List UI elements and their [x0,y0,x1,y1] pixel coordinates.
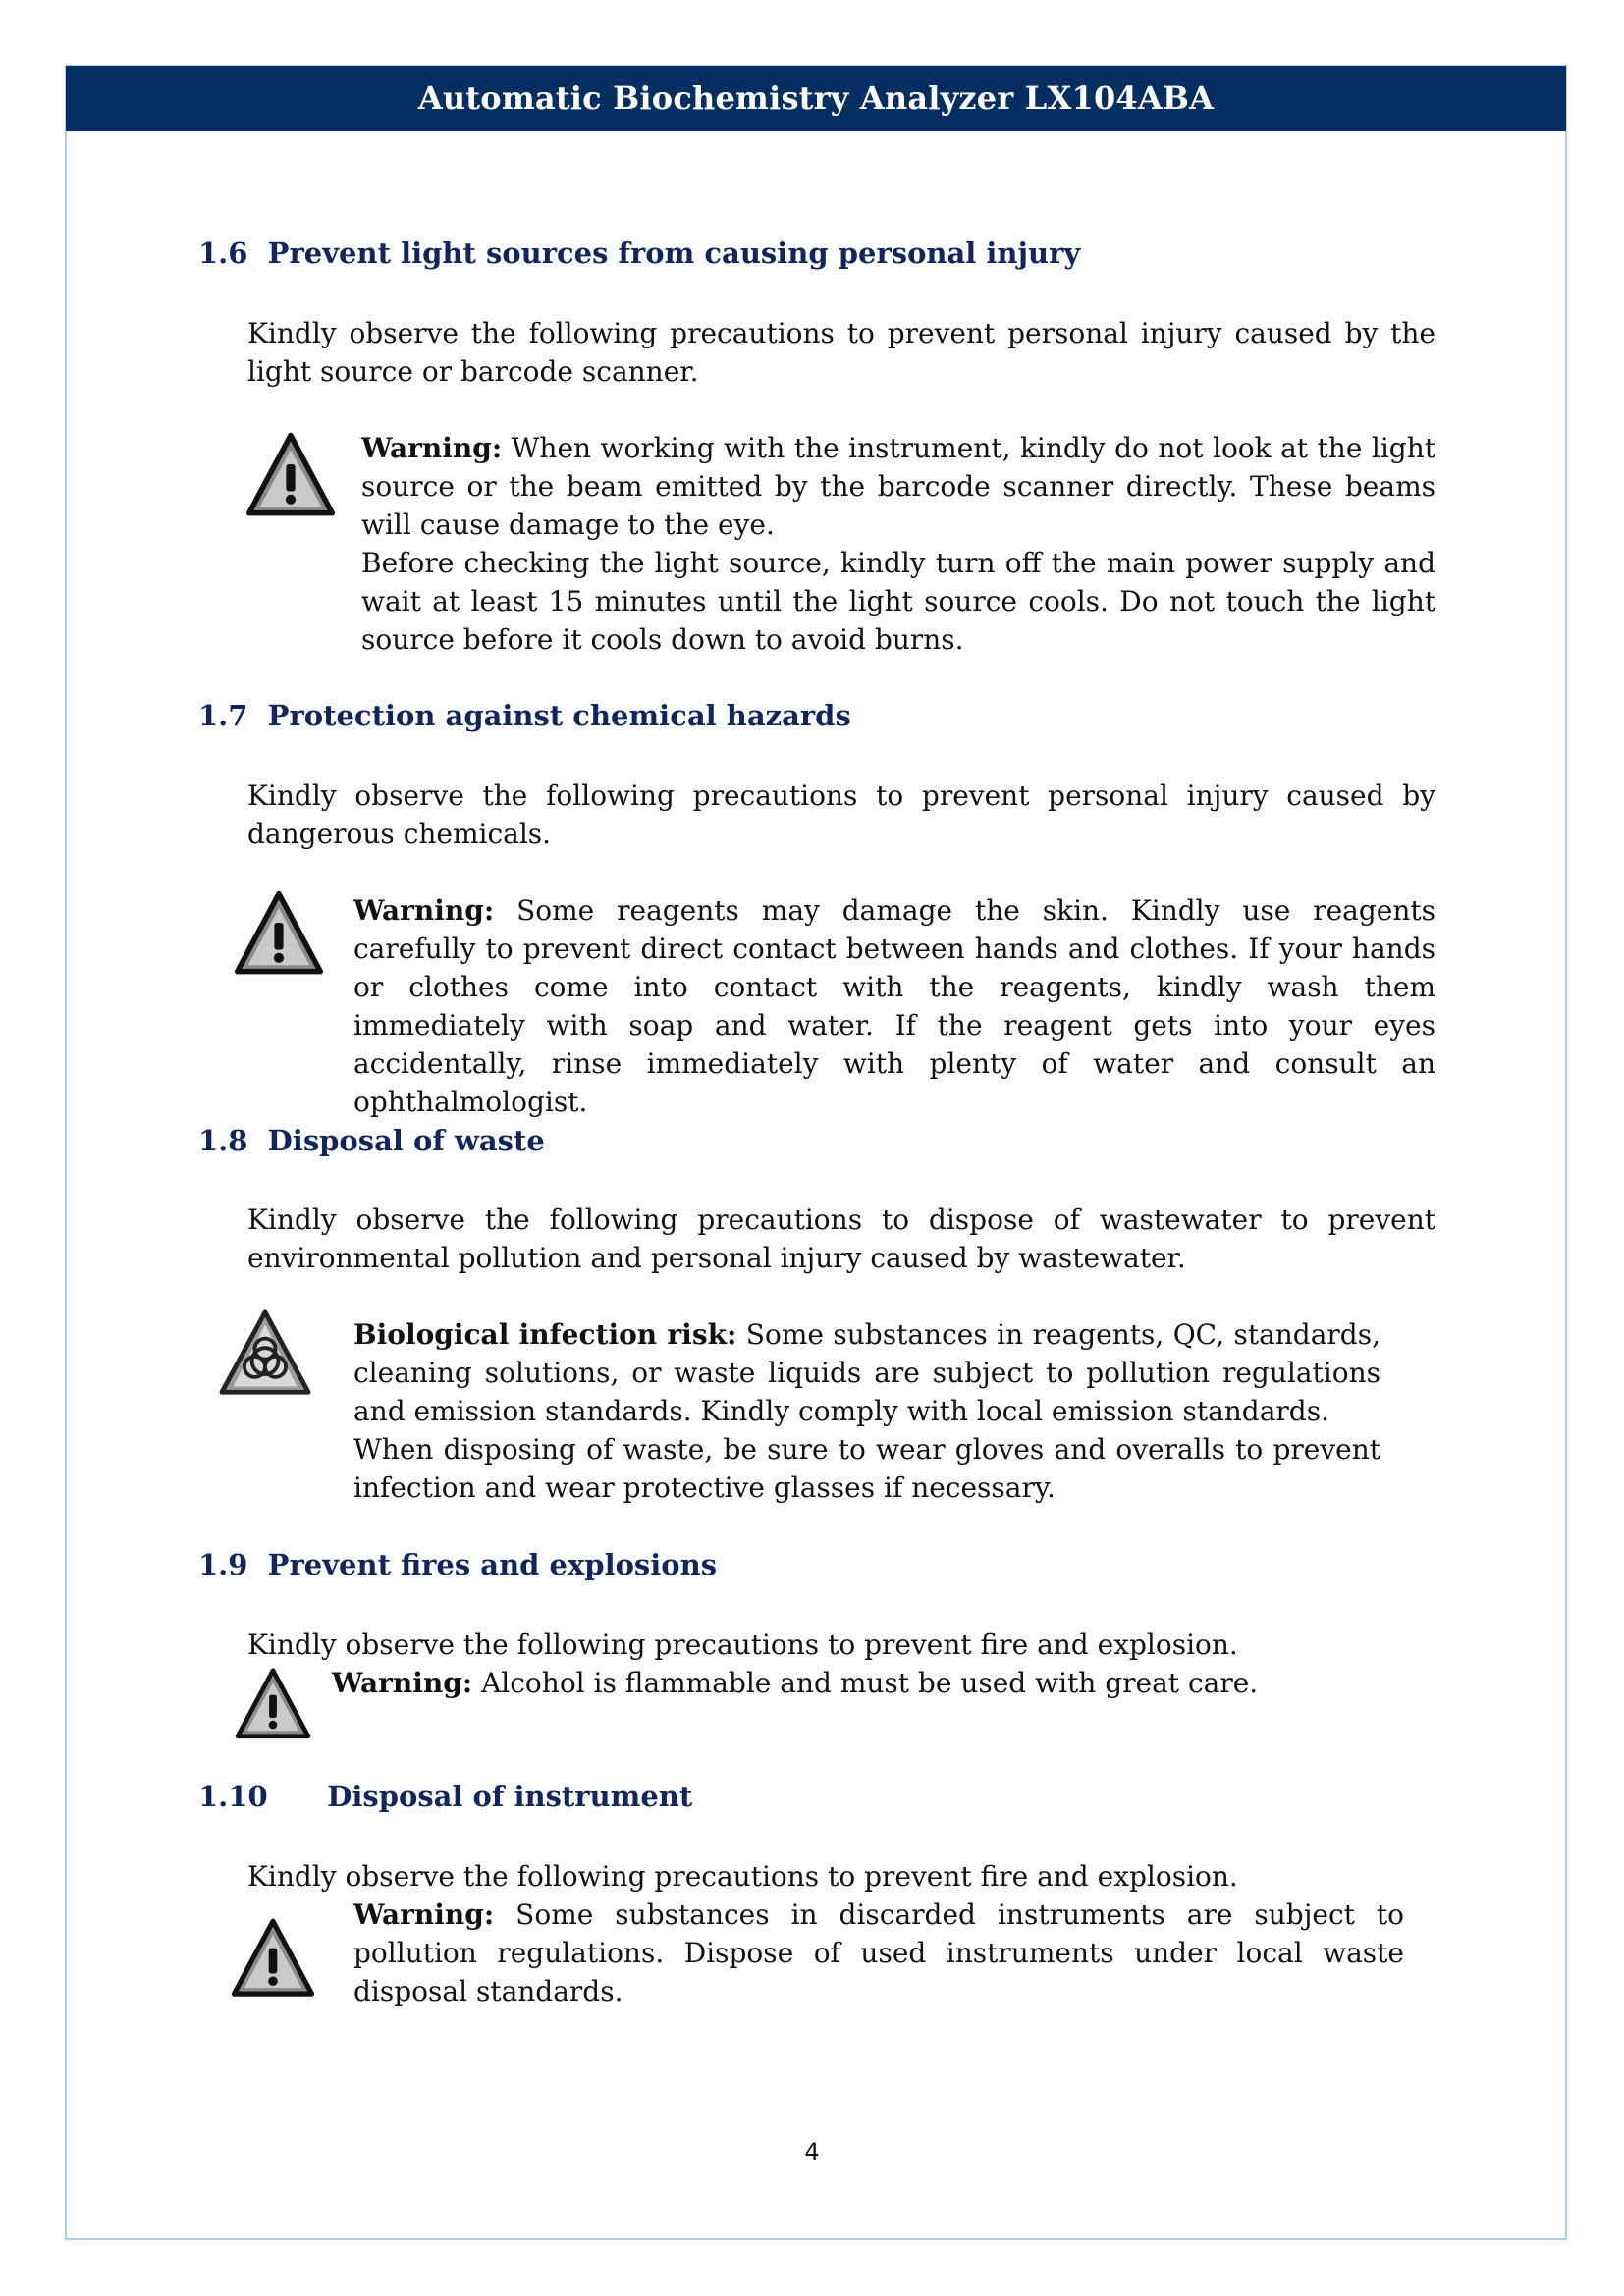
warning-block-1-10: Warning: Some substances in discarded instruments are subject to pollution regulations. Dispose of used instruments under local waste disposal standards. [353,1898,1404,2007]
warning-lead: Warning: [361,432,503,464]
section-title-1-6: 1.6 Prevent light sources from causing personal injury [198,237,1081,270]
warning-block-1-6: Warning: When working with the instrument, kindly do not look at the light source or the beam emitted by the barcode scanner directly. These beams will cause damage to the eye. Before checking the light source, kindly turn off the main power supply and wait at least 15 minutes until the light source cools. Do not touch the light source before it cools down to avoid burns. [361,432,1435,656]
section-intro-1-8: Kindly observe the following precautions to dispose of wastewater to prevent environmental pollution and personal injury caused by wastewater. [247,1203,1435,1274]
warning-block-1-8: Biological infection risk: Some substances in reagents, QC, standards, cleaning solutions, or waste liquids are subject to pollution regulations and emission standards. Kindly comply with local emission standards. When disposing of waste, be sure to wear gloves and overalls to prevent infection and wear protective glasses if necessary. [353,1318,1380,1504]
warning-lead: Warning: [353,1898,495,1931]
warning-block-1-9: Warning: Alcohol is flammable and must be used with great care. [332,1667,1259,1699]
warning-triangle-icon [230,1916,316,2001]
section-title-1-7: 1.7 Protection against chemical hazards [198,699,851,732]
page-number: 4 [804,2138,820,2165]
warning-triangle-icon [234,1666,312,1742]
biohazard-lead: Biological infection risk: [353,1318,737,1351]
section-intro-1-6: Kindly observe the following precautions to prevent personal injury caused by the light source or barcode scanner. [247,317,1435,388]
warning-triangle-icon [234,888,324,979]
biohazard-icon [218,1308,312,1398]
warning-triangle-icon [245,430,336,520]
warning-lead: Warning: [353,894,495,927]
warning-lead: Warning: [332,1667,473,1699]
document-title: Automatic Biochemistry Analyzer LX104ABA [417,80,1215,117]
header-bar [66,66,1566,131]
section-title-1-9: 1.9 Prevent fires and explosions [198,1548,718,1581]
section-title-1-10: 1.10 Disposal of instrument [198,1780,693,1813]
section-intro-1-9: Kindly observe the following precautions to prevent fire and explosion. [247,1629,1238,1661]
section-intro-1-10: Kindly observe the following precautions to prevent fire and explosion. [247,1860,1238,1893]
section-intro-1-7: Kindly observe the following precautions to prevent personal injury caused by dangerous chemicals. [247,779,1435,850]
section-title-1-8: 1.8 Disposal of waste [198,1124,545,1157]
warning-block-1-7: Warning: Some reagents may damage the skin. Kindly use reagents carefully to prevent direct contact between hands and clothes. If your hands or clothes come into contact with the reagents, kindly wash them immediately with soap and water. If the reagent gets into your eyes accidentally, rinse immediately with plenty of water and consult an ophthalmologist. [353,894,1435,1118]
